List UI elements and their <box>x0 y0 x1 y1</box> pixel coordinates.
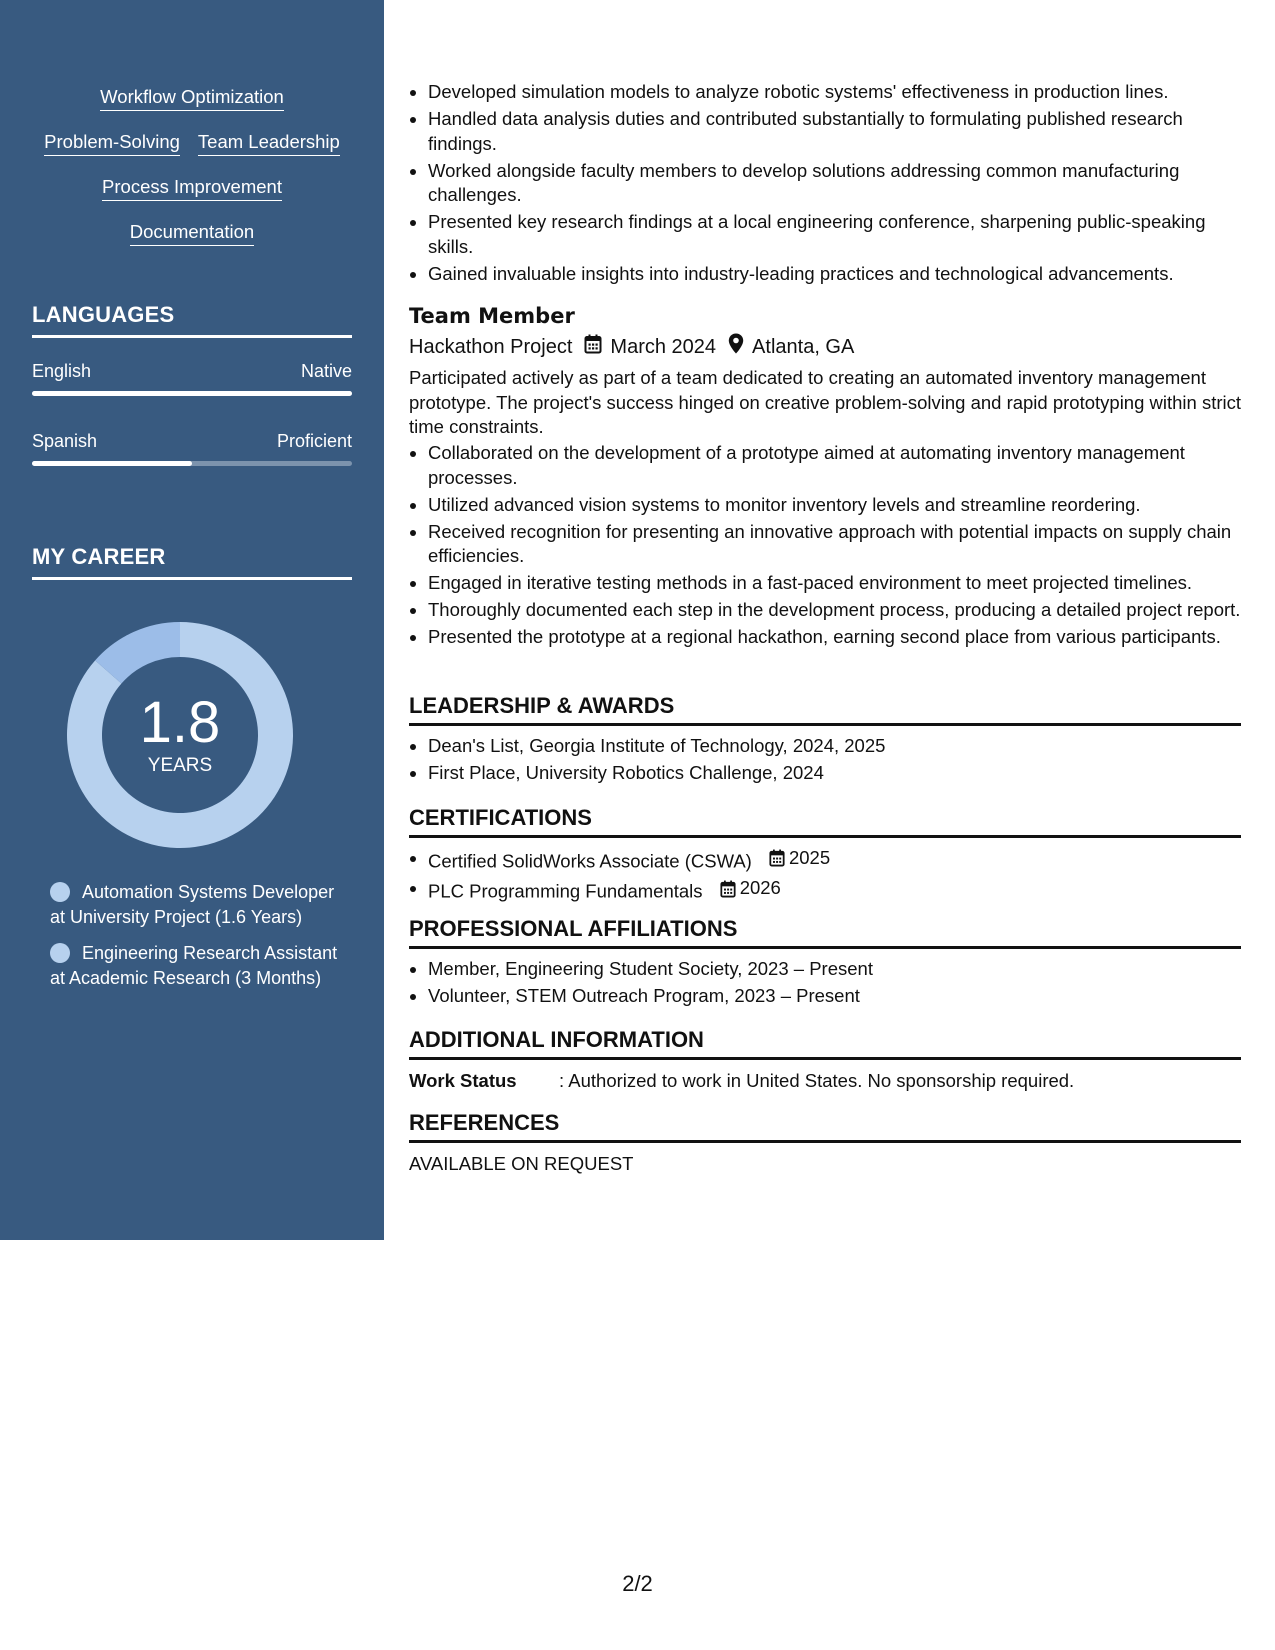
list-item: Engaged in iterative testing methods in a fast-paced environment to meet projected timelines. <box>409 571 1241 596</box>
list-item: Dean's List, Georgia Institute of Technology, 2024, 2025 <box>409 734 1241 759</box>
work-status-label: Work Status <box>409 1070 517 1091</box>
list-item: Presented key research findings at a local engineering conference, sharpening public-speaking skills. <box>409 210 1241 259</box>
leadership-list <box>409 734 1241 788</box>
job-date: March 2024 <box>610 336 717 358</box>
job-summary: Participated actively as part of a team dedicated to creating an automated inventory management prototype. The project's success hinged on creative problem-solving and rapid prototyping within strict time constraints. <box>409 367 1242 437</box>
cert-year <box>769 846 830 871</box>
skill-row <box>0 176 384 201</box>
job-meta <box>409 333 854 361</box>
calendar-icon <box>720 880 736 898</box>
page-number: 2/2 <box>622 1571 653 1596</box>
list-item: Presented the prototype at a regional hackathon, earning second place from various participants. <box>409 625 1241 650</box>
languages-heading: LANGUAGES <box>32 301 352 338</box>
legend-dot <box>50 882 70 902</box>
skill-row <box>0 86 384 111</box>
career-donut-chart <box>66 621 294 849</box>
references-text: AVAILABLE ON REQUEST <box>409 1153 634 1174</box>
list-item: Thoroughly documented each step in the development process, producing a detailed project report. <box>409 598 1241 623</box>
affiliations-heading: PROFESSIONAL AFFILIATIONS <box>409 915 1241 949</box>
language-level: Proficient <box>276 431 352 451</box>
career-list <box>50 880 340 1002</box>
language-bar-fill <box>32 461 192 466</box>
references-heading: REFERENCES <box>409 1109 1241 1143</box>
donut-center <box>66 621 294 849</box>
work-status-value: : Authorized to work in United States. No sponsorship required. <box>559 1070 1075 1091</box>
career-years-label: YEARS <box>147 755 213 776</box>
career-item <box>50 941 340 990</box>
list-item <box>409 846 1241 874</box>
skill-tag: Process Improvement <box>102 176 282 201</box>
list-item: Received recognition for presenting an innovative approach with potential impacts on supply chain efficiencies. <box>409 520 1241 569</box>
work-status-row <box>409 1069 1241 1093</box>
cert-year <box>720 876 781 901</box>
list-item: Collaborated on the development of a prototype aimed at automating inventory management processes. <box>409 441 1241 490</box>
list-item: Developed simulation models to analyze robotic systems' effectiveness in production lines. <box>409 80 1241 105</box>
career-heading: MY CAREER <box>32 543 352 580</box>
skill-tag: Team Leadership <box>198 131 340 156</box>
skills-list <box>0 86 384 266</box>
language-bar-fill <box>32 391 352 396</box>
language-level: Native <box>300 361 352 381</box>
language-bar <box>32 391 352 396</box>
calendar-icon <box>769 849 785 867</box>
language-name: English <box>32 361 92 381</box>
language-name: Spanish <box>32 431 98 451</box>
list-item: Member, Engineering Student Society, 2023 – Present <box>409 957 1241 982</box>
cert-name: PLC Programming Fundamentals <box>428 880 703 902</box>
list-item <box>409 876 1241 904</box>
career-item-label: Engineering Research Assistant at Academic Research (3 Months) <box>50 943 338 988</box>
career-item-label: Automation Systems Developer at University Project (1.6 Years) <box>50 882 335 927</box>
language-bar <box>32 461 352 466</box>
career-item <box>50 880 340 929</box>
legend-dot <box>50 943 70 963</box>
language-spanish <box>32 430 352 466</box>
language-english <box>32 360 352 396</box>
list-item: Handled data analysis duties and contributed substantially to formulating published research findings. <box>409 107 1241 156</box>
certifications-heading: CERTIFICATIONS <box>409 804 1241 838</box>
skill-row <box>0 131 384 156</box>
skill-tag: Workflow Optimization <box>100 86 284 111</box>
skill-tag: Problem-Solving <box>44 131 180 156</box>
sidebar <box>0 0 384 1240</box>
cert-year-text: 2026 <box>739 877 781 899</box>
research-bullets <box>409 80 1241 289</box>
job-bullets <box>409 441 1241 652</box>
skill-row <box>0 221 384 246</box>
list-item: Worked alongside faculty members to develop solutions addressing common manufacturing challenges. <box>409 159 1241 208</box>
job-location: Atlanta, GA <box>752 336 855 358</box>
affiliations-list <box>409 957 1241 1011</box>
location-pin-icon <box>728 333 744 361</box>
leadership-heading: LEADERSHIP & AWARDS <box>409 692 1241 726</box>
calendar-icon <box>584 334 602 361</box>
cert-year-text: 2025 <box>788 847 831 868</box>
list-item: Gained invaluable insights into industry-leading practices and technological advancements. <box>409 262 1241 287</box>
job-title: Team Member <box>409 304 575 328</box>
list-item: Volunteer, STEM Outreach Program, 2023 – Present <box>409 984 1241 1009</box>
additional-info-heading: ADDITIONAL INFORMATION <box>409 1026 1241 1060</box>
cert-name: Certified SolidWorks Associate (CSWA) <box>428 850 752 872</box>
list-item: Utilized advanced vision systems to monitor inventory levels and streamline reordering. <box>409 493 1241 518</box>
certifications-list <box>409 846 1241 907</box>
career-total-years: 1.8 <box>139 690 221 755</box>
skill-tag: Documentation <box>130 221 254 246</box>
job-org: Hackathon Project <box>409 336 573 358</box>
list-item: First Place, University Robotics Challenge, 2024 <box>409 761 1241 786</box>
